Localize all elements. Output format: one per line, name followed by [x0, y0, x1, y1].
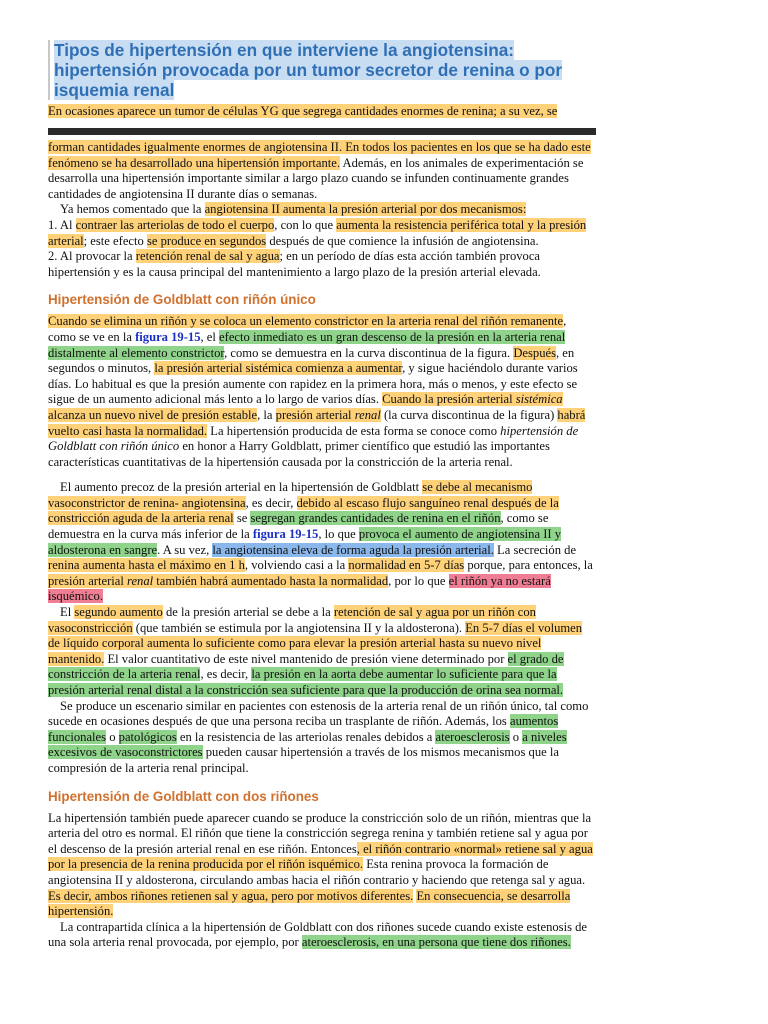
- text-run: , es decir,: [200, 667, 252, 682]
- text-run: de la presión arterial se debe a la: [162, 605, 334, 620]
- highlight: la presión arterial sistémica comienza a aumentar: [154, 361, 403, 376]
- text-run: , como se demuestra en la curva más inferior de la: [48, 511, 549, 542]
- paragraph-2: [48, 202, 596, 218]
- highlight: Es decir, ambos riñones retienen sal y agua, pero por motivos diferentes.: [48, 888, 414, 903]
- italic-run: renal: [127, 573, 154, 588]
- paragraph-4: [48, 249, 596, 280]
- highlight: se debe al mecanismo vasoconstrictor de renina- angiotensina: [48, 480, 533, 510]
- text-run: después de que comience la infusión de angiotensina.: [266, 233, 539, 248]
- text-run: en la resistencia de las arteriolas renales debidos a: [176, 729, 436, 744]
- intro-paragraph: [48, 104, 596, 120]
- text-run: también habrá aumentado hasta la normalidad: [153, 573, 389, 588]
- text-run: La hipertensión producida de esta forma se conoce como: [207, 423, 501, 438]
- text-run: en honor a Harry Goldblatt, primer científico que estudió las importantes características cuantitativas de la hipertensión causada por la constricción de la arteria renal.: [48, 439, 550, 469]
- text-run: presión arterial: [48, 573, 128, 588]
- text-run: Se produce un escenario similar en pacientes con estenosis de la arteria renal de un riñón único, tal como sucede en ocasiones después de que una persona reciba un trasplante de riñón. Además, los: [48, 698, 589, 729]
- text-run: El: [60, 605, 75, 620]
- page-divider: [48, 128, 596, 135]
- highlight: En 5-7 días el volumen de líquido corporal aumenta lo suficiente como para elevar la presión arterial hasta su nuevo nivel mantenido.: [48, 620, 583, 666]
- document-body: [48, 140, 596, 951]
- text-run: , es decir,: [245, 495, 297, 510]
- highlight: aumentos funcionales: [48, 714, 559, 744]
- text-run: , el: [200, 329, 220, 344]
- text-run: , con lo que: [274, 217, 337, 232]
- italic-run: renal: [354, 407, 381, 422]
- text-run: ; en un período de días esta acción también provoca hipertensión y es la causa principal del mantenimiento a largo plazo de la presión arterial elevada.: [48, 249, 541, 279]
- highlight: [276, 408, 381, 422]
- highlight: forman cantidades igualmente enormes de angiotensina II. En todos los pacientes en los que se ha dado este fenómeno se ha desarrollado una hipertensión importante.: [48, 140, 591, 170]
- figure-link[interactable]: figura 19-15: [252, 527, 319, 542]
- text-run: , y sigue haciéndolo durante varios días. Lo habitual es que la presión aumente con rapidez en la primera hora, más o menos, y este efecto se sigue de un aumento adicional más lento a lo largo de varios días.: [48, 361, 578, 407]
- text-run: o: [509, 729, 523, 744]
- text-run: pueden causar hipertensión a través de los mismos mecanismos que la compresión de la arteria renal principal.: [48, 745, 559, 775]
- text-run: . A su vez,: [157, 542, 213, 557]
- highlight: angiotensina II aumenta la presión arterial por dos mecanismos:: [204, 202, 527, 217]
- highlight: efecto inmediato es un gran descenso de la presión en la arteria renal distalmente al elemento constrictor: [48, 329, 566, 360]
- highlight: provoca el aumento de angiotensina II y aldosterona en sangre: [48, 527, 562, 557]
- highlight: a niveles excesivos de vasoconstrictores: [48, 729, 567, 760]
- italic-run: hipertensión de Goldblatt con riñón único: [48, 423, 579, 454]
- highlight: renina aumenta hasta el máximo en 1 h: [48, 558, 245, 573]
- section-heading-1: Hipertensión de Goldblatt con riñón único: [48, 292, 316, 308]
- text-run: La secreción de: [493, 542, 577, 557]
- highlight: la presión en la aorta debe aumentar lo suficiente para que la presión arterial renal distal a la constricción sea suficiente para que la producción de orina sea normal.: [48, 667, 564, 697]
- text-run: El aumento precoz de la presión arterial en la hipertensión de Goldblatt: [60, 480, 423, 495]
- text-run: 2. Al provocar la: [48, 249, 136, 264]
- text-run: , como se ve en la: [48, 314, 567, 344]
- text-run: ; este efecto: [83, 233, 147, 248]
- paragraph-6: [48, 480, 596, 605]
- italic-run: sistémica: [515, 392, 563, 407]
- highlight: la angiotensina eleva de forma aguda la presión arterial.: [212, 542, 494, 557]
- text-run: 1. Al: [48, 217, 76, 232]
- text-run: Esta renina provoca la formación de angiotensina II y aldosterona, circulando ambas hacia el riñón contrario y haciendo que retenga sal y agua.: [48, 857, 586, 887]
- highlight: [48, 574, 388, 588]
- highlight: retención renal de sal y agua: [135, 249, 280, 264]
- text-run: , por lo que: [388, 573, 449, 588]
- intro-text: En ocasiones aparece un tumor de células YG que segrega cantidades enormes de renina; a su vez, se: [48, 104, 558, 118]
- text-run: El valor cuantitativo de este nivel mantenido de presión viene determinado por: [104, 651, 508, 666]
- text-run: porque, para entonces, la: [464, 558, 593, 573]
- paragraph-3: [48, 218, 596, 249]
- highlight: ateroesclerosis: [435, 729, 510, 744]
- highlight: debido al escaso flujo sanguíneo renal después de la constricción aguda de la arteria renal: [48, 495, 559, 526]
- text-run: alcanza un nuevo nivel de presión estable: [48, 407, 258, 422]
- highlight: se produce en segundos: [146, 233, 267, 248]
- title-block: [48, 40, 596, 100]
- highlight: habrá vuelto casi hasta la normalidad.: [48, 407, 586, 438]
- text-run: , como se demuestra en la curva discontinua de la figura.: [224, 345, 514, 360]
- text-run: o: [106, 729, 119, 744]
- paragraph-9: [48, 811, 596, 920]
- text-run: presión arterial: [275, 407, 355, 422]
- highlight: En consecuencia, se desarrolla hipertensión.: [48, 888, 571, 919]
- highlight: patológicos: [118, 729, 177, 744]
- section-heading-2: Hipertensión de Goldblatt con dos riñones: [48, 788, 319, 804]
- text-run: La hipertensión también puede aparecer cuando se produce la constricción solo de un riñón, mientras que la arteria del otro es normal. El riñón que tiene la constricción segrega renina y también retiene sal y agua por el descenso de la presión arterial renal en ese riñón. Entonces: [48, 810, 592, 856]
- paragraph-5: [48, 314, 596, 470]
- highlight: el riñón ya no estará isquémico.: [48, 573, 551, 604]
- text-run: , lo que: [318, 527, 359, 542]
- text-run: , en segundos o minutos,: [48, 345, 575, 376]
- highlight: retención de sal y agua por un riñón con vasoconstricción: [48, 605, 536, 635]
- paragraph-7: [48, 605, 596, 699]
- spacer: [48, 470, 596, 480]
- highlight: normalidad en 5-7 días: [348, 558, 465, 573]
- paragraph-8: [48, 699, 596, 777]
- highlight: , el riñón contrario «normal» retiene sal y agua por la presencia de la renina producida por el riñón isquémico.: [48, 841, 593, 872]
- paragraph-1: [48, 140, 596, 202]
- highlight: el grado de constricción de la arteria renal: [48, 651, 564, 682]
- text-run: La contrapartida clínica a la hipertensión de Goldblatt con dos riñones sucede cuando existe estenosis de una sola arteria renal provocada, por ejemplo, por: [48, 919, 588, 950]
- text-run: , la: [257, 407, 276, 422]
- highlight: Después: [513, 345, 556, 360]
- highlight: aumenta la resistencia periférica total y la presión arterial: [48, 217, 587, 248]
- highlight: contraer las arteriolas de todo el cuerpo: [75, 217, 275, 232]
- page-title: [54, 40, 596, 100]
- text-run: Además, en los animales de experimentación se desarrolla una hipertensión importante similar a largo plazo cuando se infunden continuamente grandes cantidades de angiotensina II durante días o semanas.: [48, 155, 584, 201]
- text-run: se: [233, 511, 251, 526]
- text-run: , volviendo casi a la: [244, 558, 349, 573]
- page-title-text: Tipos de hipertensión en que interviene la angiotensina: hipertensión provocada por un tumor secretor de renina o por isquemia renal: [54, 40, 563, 100]
- text-run: Ya hemos comentado que la: [60, 202, 205, 217]
- figure-link[interactable]: figura 19-15: [135, 329, 201, 344]
- highlight: Cuando se elimina un riñón y se coloca un elemento constrictor en la arteria renal del riñón remanente: [48, 314, 564, 329]
- highlight: segundo aumento: [74, 605, 163, 620]
- paragraph-10: [48, 920, 596, 951]
- text-run: (que también se estimula por la angiotensina II y la aldosterona).: [132, 620, 466, 635]
- text-run: (la curva discontinua de la figura): [380, 407, 558, 422]
- text-run: Cuando la presión arterial: [382, 392, 516, 407]
- highlight: segregan grandes cantidades de renina en el riñón: [250, 511, 501, 526]
- highlight: ateroesclerosis, en una persona que tiene dos riñones.: [301, 935, 571, 950]
- header: [48, 40, 596, 120]
